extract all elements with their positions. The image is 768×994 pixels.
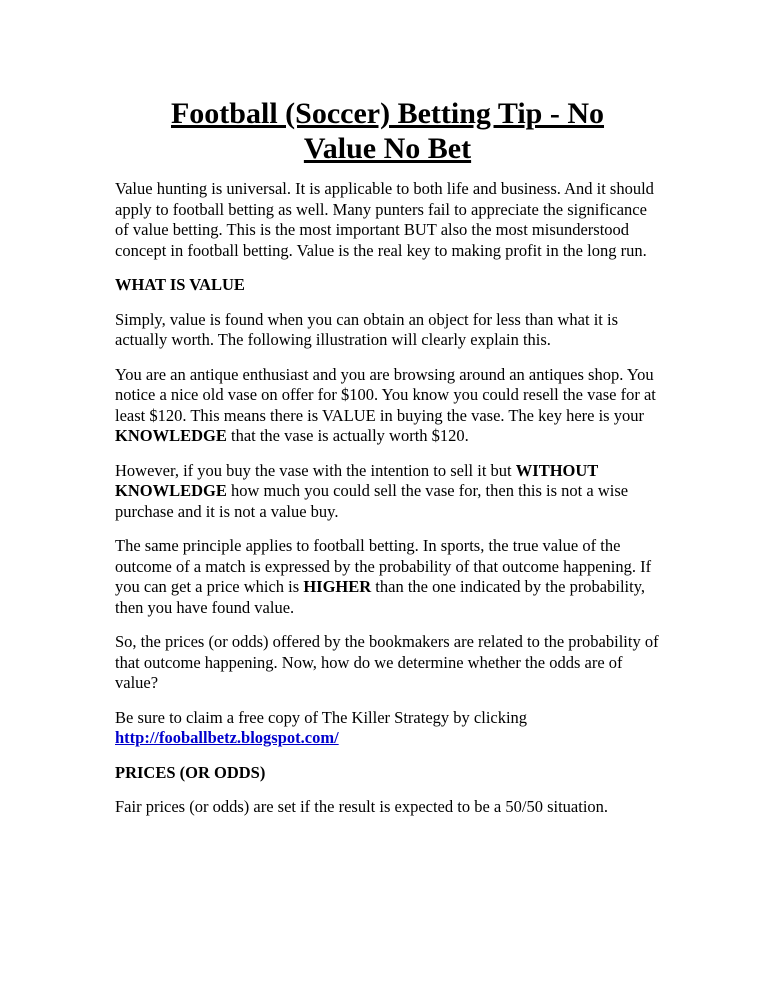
knowledge-emphasis: KNOWLEDGE [115, 426, 227, 445]
antique-text-after: that the vase is actually worth $120. [226, 426, 469, 445]
football-principle-paragraph [115, 536, 660, 618]
title-line-1: Football (Soccer) Betting Tip - No [170, 97, 605, 130]
without-knowledge-emphasis: WITHOUT KNOWLEDGE [115, 460, 598, 500]
section-heading-what-is-value: WHAT IS VALUE [115, 275, 245, 294]
antique-example-paragraph [115, 365, 660, 447]
fair-prices-paragraph: Fair prices (or odds) are set if the result is expected to be a 50/50 situation. [115, 797, 609, 816]
odds-paragraph: So, the prices (or odds) offered by the bookmakers are related to the probability of that outcome happening. Now, how do we determine whether the odds are of value? [115, 632, 659, 692]
without-knowledge-paragraph [115, 461, 660, 523]
antique-text-before: You are an antique enthusiast and you are browsing around an antiques shop. You notice a nice old vase on offer for $100. You know you could resell the vase for at least $120. This means there is VALUE in buying the vase. The key here is your [115, 364, 656, 425]
principle-text-before: The same principle applies to football betting. In sports, the true value of the outcome of a match is expressed by the probability of that outcome happening. If you can get a price which is [115, 536, 652, 596]
principle-text-after: than the one indicated by the probability, then you have found value. [115, 577, 646, 617]
section-heading-prices: PRICES (OR ODDS) [115, 762, 266, 782]
value-definition-paragraph: Simply, value is found when you can obtain an object for less than what it is actually worth. The following illustration will clearly explain this. [115, 309, 619, 349]
intro-paragraph: Value hunting is universal. It is applicable to both life and business. And it should apply to football betting as well. Many punters fail to appreciate the significance of value betting. This is the most important BUT also the most misunderstood concept in football betting. Value is the real key to making profit in the long run. [115, 179, 654, 260]
without-text-before: However, if you buy the vase with the intention to sell it but [115, 460, 516, 480]
document-page [115, 96, 660, 832]
title-line-2: Value No Bet [303, 132, 472, 165]
higher-emphasis: HIGHER [303, 577, 372, 596]
without-text-after: how much you could sell the vase for, then this is not a wise purchase and it is not a value buy. [115, 481, 629, 521]
blog-link[interactable]: http://fooballbetz.blogspot.com/ [115, 728, 339, 747]
document-title [115, 96, 660, 166]
free-copy-text: Be sure to claim a free copy of The Killer Strategy by clicking [115, 707, 528, 727]
free-copy-paragraph [115, 708, 660, 749]
